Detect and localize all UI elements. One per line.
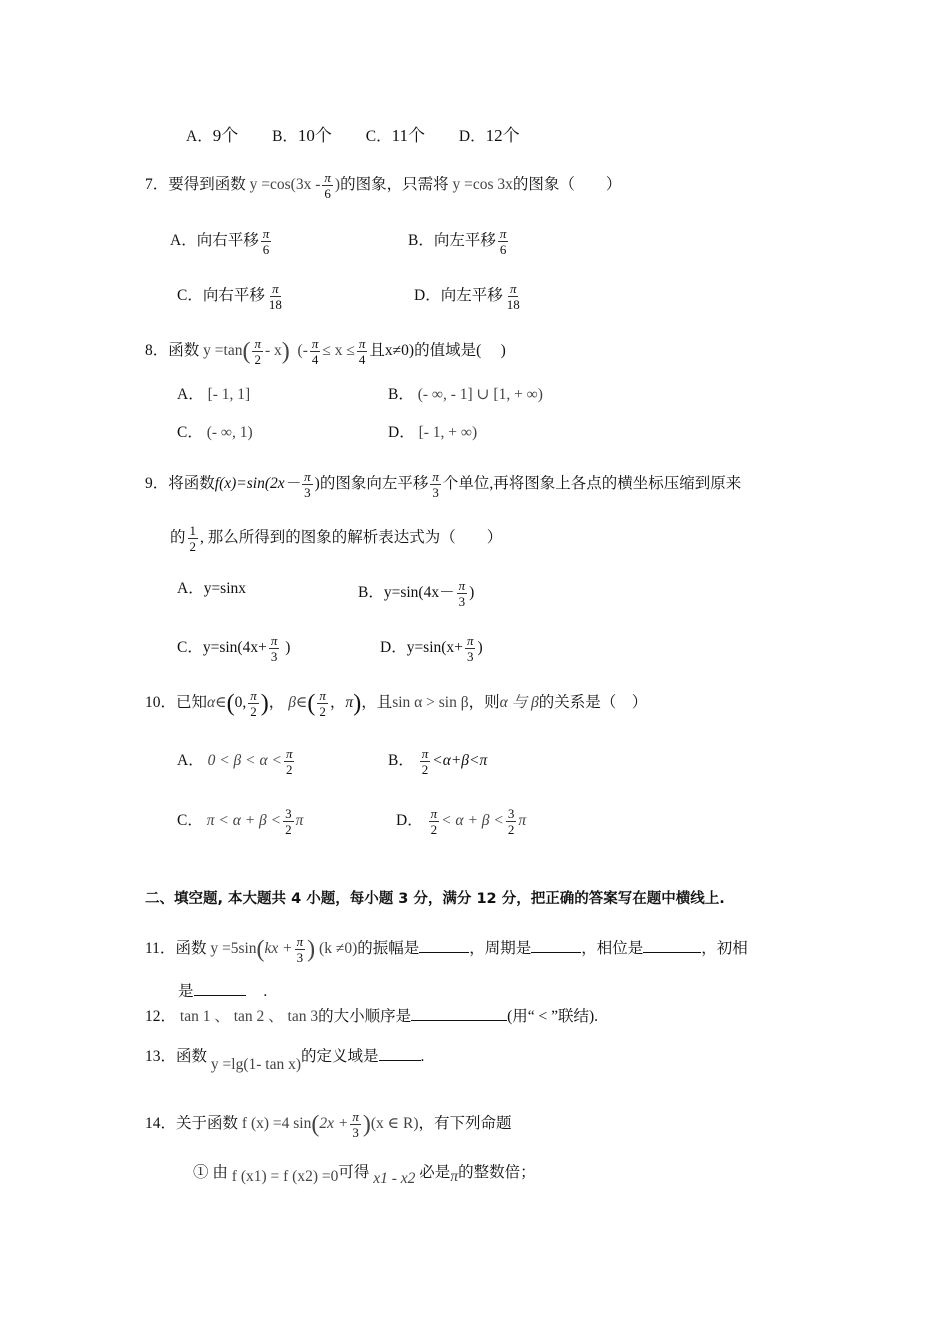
q11-end: .: [263, 983, 268, 1000]
fraction: $\frac{\pi}{2}$: [430, 806, 438, 837]
q14-expr: f (x) =4 sin: [241, 1115, 312, 1133]
q13-stem: [145, 1044, 425, 1073]
q13-number: 13．: [145, 1048, 177, 1065]
q7-option-a-label: A．向右平移: [170, 232, 259, 250]
fraction: $\frac{\pi}{3}$: [270, 633, 278, 664]
fraction: $\frac{3}{2}$: [285, 806, 292, 837]
q7-text: 的图象（ ）: [512, 176, 622, 194]
q8-option-c: [177, 422, 253, 444]
q8-option-a-label: A．: [177, 386, 204, 403]
q10-text: ，则: [468, 694, 500, 712]
q10-option-a-value: 0 < β < α <: [207, 752, 282, 770]
q8-option-c-value: (- ∞, 1): [206, 424, 253, 441]
q14-proposition-1: [193, 1162, 536, 1187]
q10-expr: sin α > sin β: [392, 694, 469, 712]
q8-option-a-value: [- 1, 1]: [207, 386, 251, 403]
q7-number: 7．: [145, 176, 169, 194]
q8-option-d-label: D．: [388, 424, 415, 441]
q6-option-b-label: B．: [272, 128, 298, 145]
q11-text: 的振幅是: [357, 940, 420, 958]
q12-text: (用“ < ”联结).: [507, 1008, 599, 1025]
fraction: $\frac{\pi}{3}$: [458, 578, 466, 609]
q8-text: 且: [369, 342, 385, 360]
q8-text: x≠0)的值域是( ): [384, 342, 506, 360]
q8-number: 8．: [145, 342, 169, 360]
q10-option-d: [396, 806, 526, 837]
q7-option-d-label: D．向左平移: [414, 287, 503, 305]
q7-stem: [145, 170, 621, 201]
q8-option-d: [388, 422, 477, 444]
fraction: $\frac{\pi}{3}$: [352, 1109, 359, 1140]
q9-option-b-value: B．y=sin(4x－: [358, 584, 455, 602]
q13-expr: y =lg(1- tan x): [210, 1056, 301, 1073]
q9-option-d-value: D．y=sin(x+: [380, 639, 463, 657]
circled-number-1: ①: [193, 1164, 209, 1181]
q9-option-c-value: C．y=sin(4x+: [177, 639, 267, 657]
q14-text: 关于函数: [176, 1115, 239, 1133]
q10-option-b-value: <α+β<π: [432, 752, 488, 770]
q6-options: [186, 125, 520, 148]
q11-expr-inner: kx +: [264, 940, 293, 958]
q11-text: 函数: [175, 940, 207, 958]
q14-stem: 14．关于函数 f (x) =4 sin(2x + $\frac{\pi}{3}$ )(x ∈ R)，有下列命题: [145, 1109, 512, 1140]
q10-expr: β∈: [288, 694, 308, 712]
answer-blank[interactable]: [419, 936, 469, 953]
q9-stem-line2: [170, 523, 502, 554]
q9-option-d-end: ): [477, 639, 483, 657]
q7-option-b-label: B．向左平移: [408, 232, 496, 250]
q10-option-a-label: A．: [177, 752, 204, 770]
fraction: $\frac{\pi}{6}$: [324, 170, 331, 201]
q6-option-d-value: 12个: [485, 126, 520, 145]
fraction: $\frac{\pi}{4}$: [311, 336, 319, 367]
q8-option-b-value: (- ∞, - 1] ∪ [1, + ∞): [417, 386, 543, 403]
q7-expr: y =cos 3x: [452, 176, 513, 194]
q11-text: ，周期是: [469, 940, 532, 958]
q10-expr: 0,: [234, 694, 247, 712]
q14-number: 14．: [145, 1115, 177, 1133]
q11-text: 是: [178, 983, 194, 1000]
fraction: $\frac{\pi}{6}$: [499, 226, 507, 257]
q14-text: ，有下列命题: [418, 1115, 512, 1133]
q7-text: 的图象，只需将: [340, 176, 449, 194]
q6-option-a-value: 9个: [212, 126, 239, 145]
q10-option-c-value: π < α + β <: [206, 812, 282, 830]
answer-blank[interactable]: [379, 1044, 421, 1061]
q9-text: 将函数: [168, 475, 215, 493]
fraction: $\frac{\pi}{18}$: [506, 281, 520, 312]
q10-option-c-label: C．: [177, 812, 203, 830]
q7-text: 要得到函数: [168, 176, 246, 194]
answer-blank[interactable]: [194, 979, 246, 996]
q10-expr: α 与 β: [499, 694, 539, 712]
q11-text: ，相位是: [581, 940, 644, 958]
q14-1-text: 的整数倍；: [458, 1164, 536, 1181]
q12-text: 的大小顺序是: [318, 1008, 412, 1025]
fraction: $\frac{\pi}{3}$: [296, 934, 304, 965]
q10-option-a: [177, 746, 296, 777]
q10-option-b-label: B．: [388, 752, 414, 770]
q6-option-a-label: A．: [186, 128, 213, 145]
q11-stem: 11．函数 y =5sin(kx + $\frac{\pi}{3}$ ) (k ≠0)的振幅是 ，周期是 ，相位是 ，初相: [145, 934, 748, 965]
q8-text: 函数: [168, 342, 200, 360]
q6-option-d-label: D．: [458, 128, 486, 145]
q12-number: 12．: [145, 1008, 177, 1025]
q7-option-b: [408, 226, 510, 257]
q9-number: 9．: [145, 475, 169, 493]
q7-option-a: [170, 226, 273, 257]
q11-number: 11．: [145, 940, 176, 958]
q9-option-c-end: ): [281, 639, 291, 657]
q8-option-d-value: [- 1, + ∞): [418, 424, 478, 441]
q10-option-d-pi: π: [518, 812, 527, 830]
q14-1-text: 必是: [419, 1164, 451, 1181]
q7-option-c: [177, 281, 286, 312]
fraction: $\frac{\pi}{6}$: [262, 226, 270, 257]
q9-text: , 那么所得到的图象的解析表达式为（ ）: [200, 529, 503, 547]
q13-text: 函数: [176, 1048, 208, 1065]
q10-option-d-label: D．: [396, 812, 423, 830]
q9-text: 的: [170, 529, 186, 547]
q8-cond: (-: [297, 342, 308, 360]
q13-text: 的定义域是: [301, 1048, 379, 1065]
q10-option-c: [177, 806, 303, 837]
q9-option-b: [358, 578, 474, 609]
q8-expr: y =tan: [203, 342, 243, 360]
q9-option-c: [177, 633, 290, 664]
q9-option-d: [380, 633, 483, 664]
q7-option-c-label: C．向右平移: [177, 287, 265, 305]
q9-stem-line1: [145, 469, 741, 500]
q12-expr: tan 1 、 tan 2 、 tan 3: [179, 1008, 319, 1025]
answer-blank[interactable]: [643, 936, 701, 953]
q13-end: .: [420, 1048, 425, 1065]
q10-option-b: [388, 746, 487, 777]
q9-text: )的图象向左平移: [314, 475, 429, 493]
q10-stem: 10．已知α∈(0, $\frac{\pi}{2}$ )， β∈( $\frac{\pi}{2}$ ，π)，且sin α > sin β，则α 与 β的关系是（ ）: [145, 688, 648, 719]
q12-stem: [145, 1004, 598, 1028]
fraction: $\frac{\pi}{3}$: [432, 469, 439, 500]
answer-blank[interactable]: [411, 1004, 507, 1021]
q11-stem-line2: [178, 979, 267, 1003]
q9-text: 个单位,再将图象上各点的横坐标压缩到原来: [442, 475, 742, 493]
q10-text: 的关系是（ ）: [538, 694, 648, 712]
q14-1-expr: f (x1) = f (x2) =0: [231, 1168, 339, 1185]
q14-1-diff: x1 - x2: [373, 1170, 416, 1187]
fraction: $\frac{3}{2}$: [507, 806, 515, 837]
q11-cond: (k ≠0): [319, 940, 358, 958]
q8-option-a: [177, 384, 250, 406]
q10-expr: α∈: [207, 694, 227, 712]
q11-text: ，初相: [701, 940, 748, 958]
q14-1-pi: π: [450, 1168, 459, 1185]
fraction: $\frac{\pi}{4}$: [358, 336, 366, 367]
fraction: $\frac{\pi}{3}$: [304, 469, 311, 500]
q10-text: ，: [329, 694, 346, 712]
fraction: $\frac{\pi}{2}$: [319, 688, 326, 719]
q11-expr: y =5sin: [210, 940, 257, 958]
q9-option-b-end: ): [469, 584, 475, 602]
q7-expr-end: ): [334, 176, 341, 194]
fraction: $\frac{\pi}{2}$: [250, 688, 257, 719]
q14-cond: (x ∈ R): [370, 1115, 419, 1133]
section-2-heading: 二、填空题, 本大题共 4 小题，每小题 3 分，满分 12 分，把正确的答案写在题中横线上.: [145, 891, 725, 907]
q9-expr: f(x)=sin(2x－: [214, 475, 301, 493]
q10-option-c-pi: π: [295, 812, 304, 830]
q14-1-text: 可得: [338, 1164, 370, 1181]
fraction: $\frac{\pi}{2}$: [254, 336, 261, 367]
q10-number: 10．: [145, 694, 177, 712]
q10-text: ，: [268, 694, 285, 712]
q10-expr: π: [345, 694, 354, 712]
q8-option-b-label: B．: [388, 386, 414, 403]
fraction: $\frac{\pi}{3}$: [466, 633, 474, 664]
q9-option-a: [177, 578, 246, 600]
q9-option-a-value: A．y=sinx: [177, 580, 247, 597]
q7-option-d: [414, 281, 524, 312]
q8-option-c-label: C．: [177, 424, 203, 441]
answer-blank[interactable]: [531, 936, 581, 953]
q10-option-d-value: < α + β <: [441, 812, 504, 830]
fraction: $\frac{\pi}{18}$: [268, 281, 282, 312]
q8-expr-inner: - x: [264, 342, 282, 360]
q6-option-c-label: C．: [365, 128, 392, 145]
fraction: $\frac{1}{2}$: [189, 523, 197, 554]
q6-option-c-value: 11个: [391, 126, 426, 145]
q6-option-b-value: 10个: [297, 126, 332, 145]
q8-cond: ≤ x ≤: [322, 342, 355, 360]
q14-1-text: 由: [212, 1164, 228, 1181]
q10-text: ，且: [361, 694, 393, 712]
q8-stem: 8．函数 y =tan( $\frac{\pi}{2}$ - x) (- $\frac{\pi}{4}$ ≤ x ≤ $\frac{\pi}{4}$ 且x≠0)的值域是( ): [145, 336, 506, 367]
fraction: $\frac{\pi}{2}$: [285, 746, 293, 777]
q7-expr: y =cos(3x -: [249, 176, 321, 194]
q8-option-b: [388, 384, 543, 406]
fraction: $\frac{\pi}{2}$: [421, 746, 429, 777]
q14-expr-inner: 2x +: [319, 1115, 349, 1133]
q10-text: 已知: [176, 694, 208, 712]
